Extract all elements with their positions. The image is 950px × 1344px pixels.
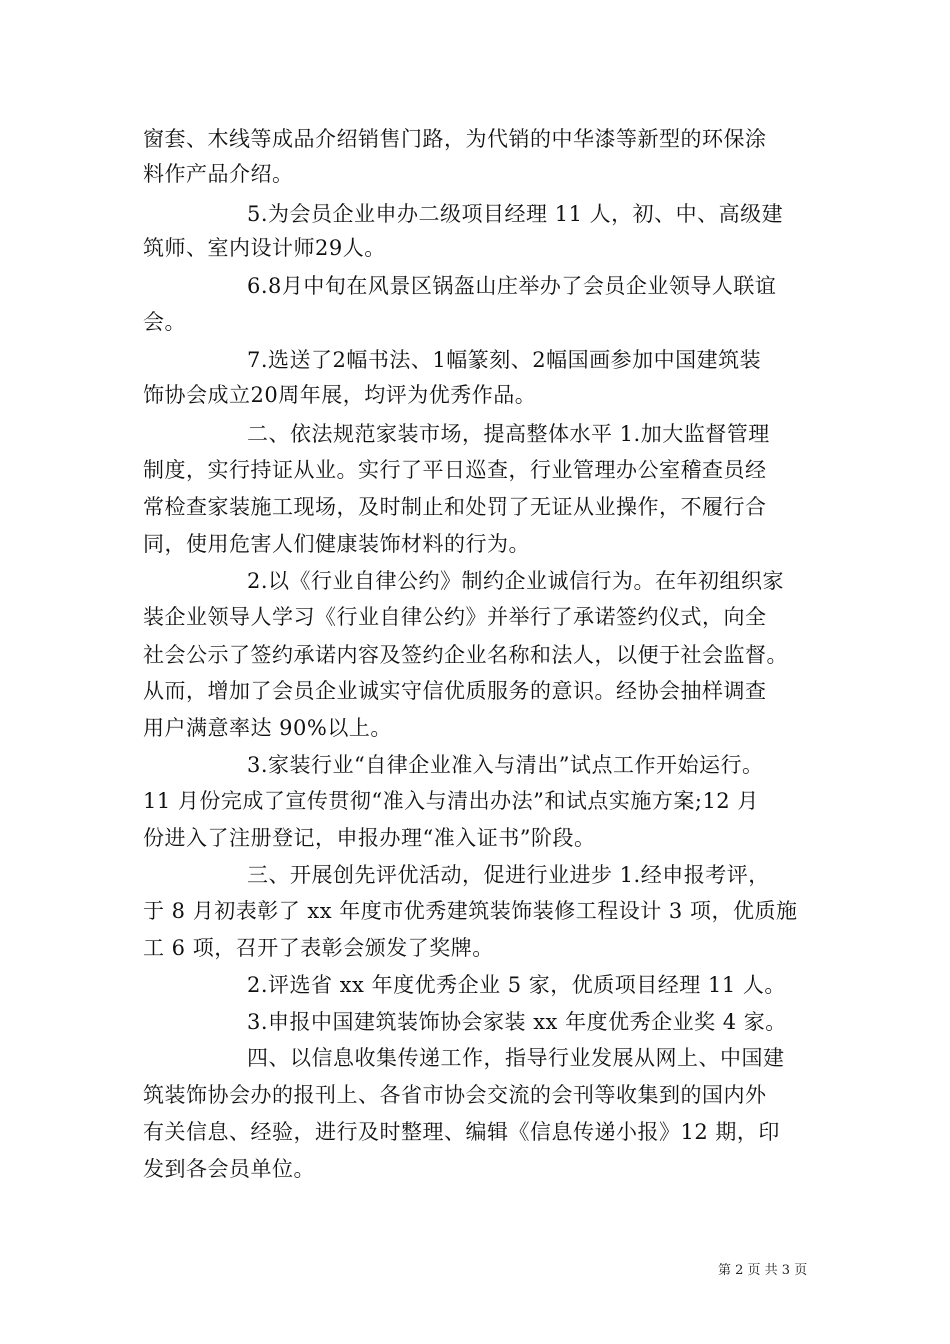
page-number-footer: 第 2 页 共 3 页 [718,1263,808,1278]
text-line: 从而，增加了会员企业诚实守信优质服务的意识。经协会抽样调查 [143,679,767,703]
text-line: 用户满意率达 90%以上。 [143,716,392,740]
text-line: 发到各会员单位。 [143,1157,315,1181]
text-line: 6.8月中旬在风景区锅盔山庄举办了会员企业领导人联谊 [247,274,777,298]
text-line: 于 8 月初表彰了 xx 年度市优秀建筑装饰装修工程设计 3 项，优质施 [143,899,798,923]
text-line: 3.家装行业“自律企业准入与清出”试点工作开始运行。 [247,753,764,777]
text-line: 5.为会员企业申办二级项目经理 11 人，初、中、高级建 [247,202,784,226]
text-line: 料作产品介绍。 [143,162,294,186]
text-line: 工 6 项，召开了表彰会颁发了奖牌。 [143,936,494,960]
text-line: 制度，实行持证从业。实行了平日巡查，行业管理办公室稽查员经 [143,458,767,482]
text-line: 7.选送了2幅书法、1幅篆刻、2幅国画参加中国建筑装 [247,348,762,372]
text-line: 三、开展创先评优活动，促进行业进步 1.经申报考评， [247,863,770,887]
text-line: 饰协会成立20周年展，均评为优秀作品。 [143,383,537,407]
text-line: 有关信息、经验，进行及时整理、编辑《信息传递小报》12 期，印 [143,1120,780,1144]
text-line: 同，使用危害人们健康装饰材料的行为。 [143,532,530,556]
text-line: 窗套、木线等成品介绍销售门路，为代销的中华漆等新型的环保涂 [143,127,767,151]
text-line: 四、以信息收集传递工作，指导行业发展从网上、中国建 [247,1046,785,1070]
text-line: 筑装饰协会办的报刊上、各省市协会交流的会刊等收集到的国内外 [143,1083,767,1107]
text-line: 11 月份完成了宣传贯彻“准入与清出办法”和试点实施方案;12 月 [143,789,759,813]
text-line: 会。 [143,310,186,334]
text-line: 装企业领导人学习《行业自律公约》并举行了承诺签约仪式，向全 [143,605,767,629]
text-line: 社会公示了签约承诺内容及签约企业名称和法人，以便于社会监督。 [143,643,788,667]
text-line: 份进入了注册登记，申报办理“准入证书”阶段。 [143,826,596,850]
text-line: 筑师、室内设计师29人。 [143,236,386,260]
text-line: 常检查家装施工现场，及时制止和处罚了无证从业操作，不履行合 [143,495,767,519]
text-line: 2.评选省 xx 年度优秀企业 5 家，优质项目经理 11 人。 [247,973,786,997]
text-line: 3.申报中国建筑装饰协会家装 xx 年度优秀企业奖 4 家。 [247,1010,787,1034]
text-line: 2.以《行业自律公约》制约企业诚信行为。在年初组织家 [247,569,785,593]
text-line: 二、依法规范家装市场，提高整体水平 1.加大监督管理 [247,422,770,446]
